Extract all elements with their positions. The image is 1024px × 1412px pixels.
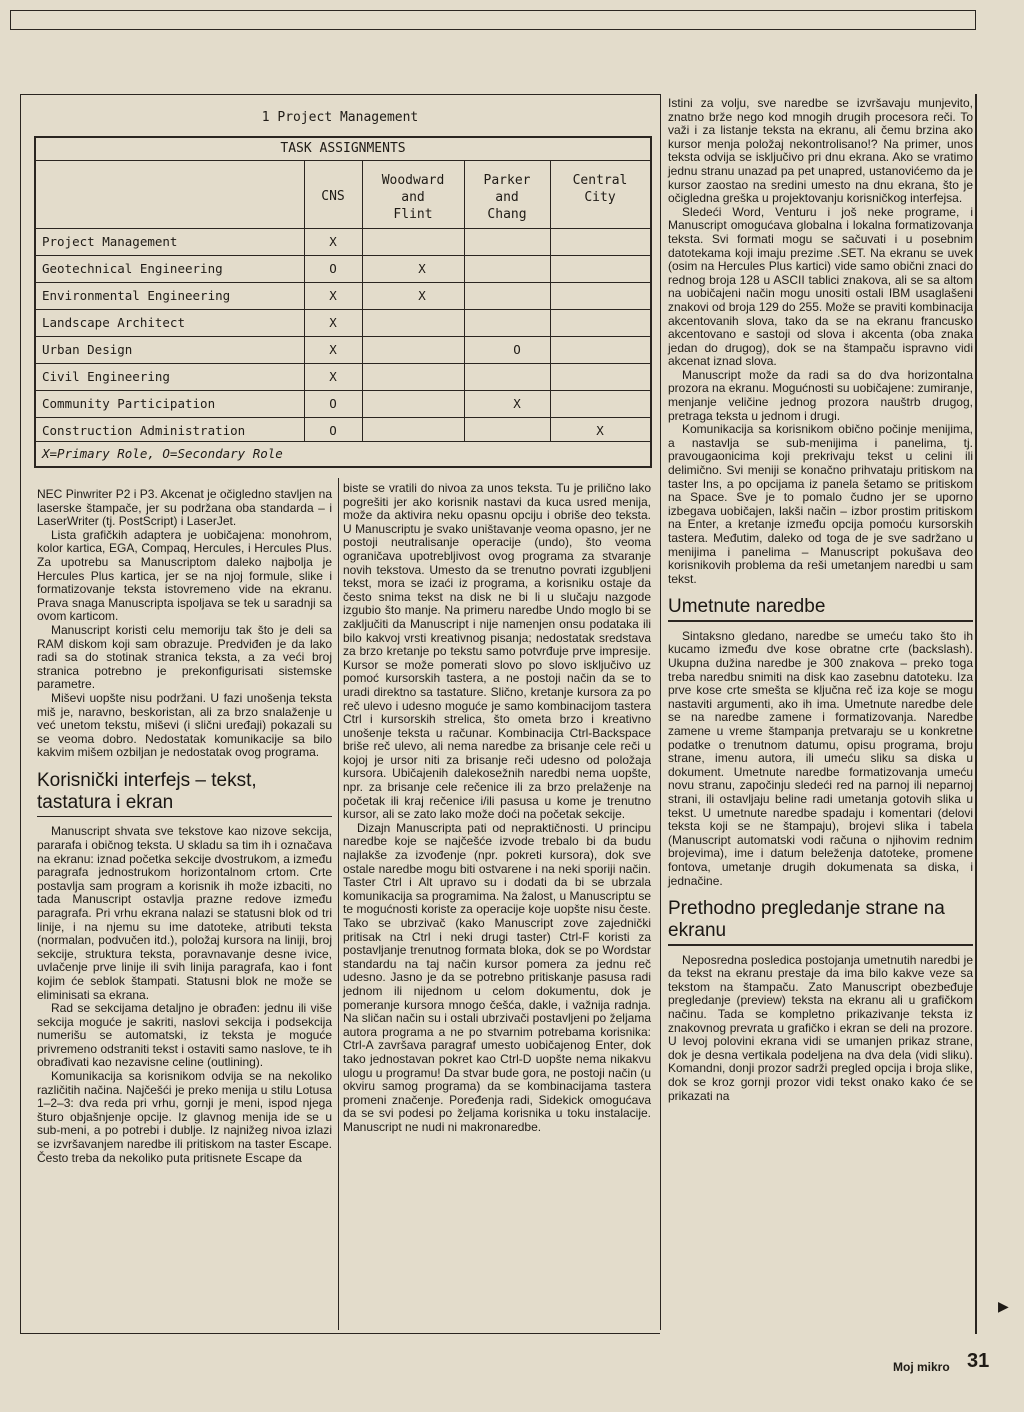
task-assignment-table xyxy=(34,136,652,468)
assignment-mark: X xyxy=(329,234,337,249)
assignment-mark: X xyxy=(329,315,337,330)
row-label: Community Participation xyxy=(42,396,216,411)
table-row xyxy=(36,309,650,337)
assignment-mark: X xyxy=(418,288,426,303)
assignment-mark: X xyxy=(513,396,521,411)
paragraph: Komunikacija sa korisnikom obično počinje menijima, a nastavlja se sub-menijima i panelima, tj. pravougaonicima koji prekrivaju tekst u celini ili delimično. Svi meniji se konačno prihvataju pritiskom na taster Ins, a po opcijama iz panela šetamo se pritiskom na Space. Sve je to pomalo čudno jer se uporno izbegava uobičajen, lakši način – izbor prostim pritiskom na Enter, a kretanje između opcija pomoću kursorskih tastera. Međutim, daleko od toga de je sve sadržano u menijima i panelima – Manuscript pokušava deo korisnikovih problema da reši umetanjem naredbi u sam tekst. xyxy=(668,422,973,586)
column-divider xyxy=(660,94,661,1330)
assignment-mark: X xyxy=(329,288,337,303)
table-heading: TASK ASSIGNMENTS xyxy=(36,138,650,161)
row-label: Landscape Architect xyxy=(42,315,185,330)
paragraph: Manuscript može da radi sa do dva horizontalna prozora na ekranu. Mogućnosti su uobičajene: zumiranje, menjanje veličine jednog prozora nauštrb drugog, pretraga teksta u jednom i drugi. xyxy=(668,367,973,423)
paragraph: Manuscript koristi celu memoriju tak što je deli sa RAM diskom koji sam obrazuje. Predviđen je da lako radi sa do stotinak stranica teksta, a za veći broj stranica potrebno je prekonfigurisati sistemske parametre. xyxy=(37,622,332,692)
table-row xyxy=(36,390,650,418)
assignment-mark: O xyxy=(513,342,521,357)
section-heading: Prethodno pregledanje strane na ekranu xyxy=(668,898,945,942)
row-label: Urban Design xyxy=(42,342,133,357)
page-number: 31 xyxy=(967,1350,990,1372)
page-frame-right-rule xyxy=(975,94,977,1334)
paragraph: Sledeći Word, Venturu i još neke programe, i Manuscript omogućava globalna i lokalna formatizovanja teksta. Svi formati mogu se sačuvati i u posebnim datotekama koji imaju prezime .SET. Na ekranu se uvek (osim na Hercules Plus kartici) vide samo obični znaci do rednog broja 128 u ASCII tablici znakova, ali se sa altom na uobičajeni način mogu unositi ostali IBM usaglašeni znakovi od broja 129 do 255. Može se praviti kombinacija akcentovanih slova, tako da se na ekranu francusko akcentovano e sastoji od slova i akcenta (oba znaka jedan do drugog), dok se na štampaču ispravno vidi akcenat iznad slova. xyxy=(668,204,973,369)
section-heading: Korisnički interfejs – tekst, tastatura i ekran xyxy=(37,769,257,813)
row-label: Project Management xyxy=(42,234,178,249)
column-divider xyxy=(338,478,339,1330)
article-column-right xyxy=(668,97,973,1103)
table-legend: X=Primary Role, O=Secondary Role xyxy=(36,441,650,466)
paragraph: Istini za volju, sve naredbe se izvršavaju munjevito, znatno brže nego kod mnogih drugih procesora reči. To važi i za listanje teksta na ekranu, ali čemu brzina ako kursor menja položaj nekontrolisano!? Na primer, unos teksta odvija se isključivo pri dnu ekrana. Ako se vratimo jednu stranu unazad pa pet unapred, ustanovićemo da je kursor zaostao na sredini umesto na dnu ekrana, što je očigledna greška u projektovanju korisničkog interfejsa. xyxy=(668,96,973,206)
magazine-name: Moj mikro xyxy=(893,1360,950,1374)
paragraph: Neposredna posledica postojanja umetnutih naredbi je da tekst na ekranu prestaje da ima bilo kakve veze sa tekstom na štampaču. Zato Manuscript obezbeđuje pregledanje (preview) teksta na ekranu ali u grafičkom načinu. Tada se kompletno prikazivanje teksta iz znakovnog prevrata u grafičko i ekran se deli na prozore. U levoj polovini ekrana vidi se umanjen prikaz strane, dok je desna vertikala podeljena na dva dela (vidi sliku). Komandni, donji prozor sadrži pregled opcija i broja slike, dok se kroz gornji prozor vidi tekst onako kako će se prikazati na xyxy=(668,952,973,1103)
column-header-cns: CNS xyxy=(321,189,345,204)
row-label: Environmental Engineering xyxy=(42,288,231,303)
column-header-central-city: Central City xyxy=(572,173,628,205)
section-rule xyxy=(37,816,332,818)
paragraph: Manuscript shvata sve tekstove kao nizove sekcija, pararafa i običnog teksta. U skladu sa tim ih i označava na ekranu: iznad početka sekcije dvostrukom, a između paragrafa jednostrukom horizontalnom crtom. Crte postavlja sam program a korisnik ih može izbaciti, no tada Manuscript ostavlja prazne redove između paragrafa. Pri vrhu ekrana nalazi se statusni blok od tri linije, i na njemu su ime datoteke, atributi teksta (normalan, podvučen itd.), položaj kursora na liniji, broj sekcije, struktura teksta, poravnavanje desne ivice, uvlačenje prve linije ili svih linija paragrafa, kao i font kojim će seblok štampati. Statusni blok ne može se eliminisati sa ekrana. xyxy=(37,824,332,1002)
continue-arrow-icon: ▶ xyxy=(998,1298,1009,1314)
paragraph: Miševi uopšte nisu podržani. U fazi unošenja teksta miš je, naravno, beskoristan, ali za brzo snalaženje u već unetom tekstu, miševi (i slični uređaji) pokazali su se veoma dobro. Nedostatak komunikacije sa bilo kakvim mišem ozbiljan je nedostatak ovog programa. xyxy=(37,690,332,760)
paragraph: biste se vratili do nivoa za unos teksta. Tu je prilično lako pogrešiti jer ako korisnik nastavi da kuca usred menija, može da aktivira neku opasnu opciju i obriše deo teksta. U Manuscriptu je svako uništavanje veoma opasno, jer ne postoji neutralisanje operacije (undo), što veoma ograničava upotrebljivost ovog programa za stvaranje novih tekstova. Umesto da se trenutno povrati izgubljeni tekst, mora se izaći iz programa, a korisniku ostaje da često snima tekst na disk ne bi li u slučaju nazgode izgubio što manje. Na primeru naredbe Undo moglo bi se zaključiti da Manuscript i nije namenjen onsu podataka ili bilo kakvoj vrsti kreativnog pisanja; nedostatak sredstava za brzo kretanje po tekstu samo potvrđuje prve impresije. Kursor se može pomerati slovo po slovo isključivo uz pomoć kursorskih tastera, a ne postoji način da se to uradi direktno sa tastature. Slično, kretanje kursora za po reč ulevo i udesno moguće je samo kombinacijom tastera Ctrl i kursorskih strelica, što ometa brzo i kreativno unošenje teksta u računar. Kombinacija Ctrl-Backspace briše reč ulevo, ali nema naredbe za brisanje cele reči u kojoj je ursor niti za brisanje reči udesno od položaja kursora. Ubičajenih dalekosežnih naredbi nema uopšte, npr. za brisanje cele rečenice ili za brzo prelaženje na početak ili kraj rečenice i/ili pasusa u kome je trenutno kursor, ali se zato lako može doći na početak sekcije. xyxy=(343,481,651,822)
assignment-mark: X xyxy=(329,342,337,357)
paragraph: NEC Pinwriter P2 i P3. Akcenat je očigledno stavljen na laserske štampače, jer su podržana oba standarda – i LaserWriter (tj. PostScript) i LaserJet. xyxy=(37,487,332,529)
table-row xyxy=(36,282,650,310)
assignment-mark: X xyxy=(418,261,426,276)
table-row xyxy=(36,228,650,256)
assignment-mark: X xyxy=(329,369,337,384)
paragraph: Rad se sekcijama detaljno je obrađen: jednu ili više sekcija moguće je sakriti, naslovi sekcija i podsekcija numerišu se automatski, iz teksta je moguće privremeno odstraniti tekst i ostaviti samo naslove, te ih obrađivati kao nezavisne celine (outlining). xyxy=(37,1001,332,1070)
assignment-mark: O xyxy=(329,396,337,411)
paragraph: Dizajn Manuscripta pati od nepraktičnosti. U principu naredbe koje se najčešće izvode trebalo bi da budu najlakše za izvođenje (npr. pokreti kursora), dok sve ostale naredbe mogu biti ostvarene i na neki sporiji način. Taster Ctrl i Alt upravo su i dodati da bi se ubrzala komunikacija sa programima. Na žalost, u Manuscriptu se te mogućnosti koriste za operacije koje uopšte nisu česte. Tako se ubrzivač (kako Manuscript zove zajednički pritisak na Ctrl i neki drugi taster) Ctrl-F koristi za postavljanje trenutnog formata bloka, dok se po Wordstar standardu na taj način kursor pomera za jednu reč udesno. Jasno je da se potrebno pritiskanje pasusa radi jednom ili nijednom u celom dokumentu, dok je pomeranje kursora mnogo češća, dakle, i važnija radnja. Na sličan način su i ostali ubrzivači postavljeni po željama autora programa a ne po stvarnim potrebama korisnika: Ctrl-A završava paragraf umesto uobičajenog Enter, dok tako jednostavan pokret kao Ctrl-D uopšte nema nikakvu ulogu u programu! Da stvar bude gora, ne postoji način (u okviru samog programa) da se kombinacijama tastera promeni značenje. Poređenja radi, Sidekick omogućava da se svi podesi po željama korisnika u toku instalacije. Manuscript ne nudi ni makronaredbe. xyxy=(343,820,651,1134)
assignment-mark: X xyxy=(596,423,604,438)
section-rule xyxy=(668,620,973,622)
paragraph: Komunikacija sa korisnikom odvija se na nekoliko različitih načina. Najčešći je preko menija u stilu Lotusa 1–2–3: dva reda pri vrhu, gornji je meni, ispod njega šturo objašnjenje opcije. Iz glavnog menija ide se u sub-meni, a po potrebi i dublje. Iz najnižeg nivoa izlazi se izvršavanjem naredbe ili pritiskom na taster Escape. Često treba da nekoliko puta pritisnete Escape da xyxy=(37,1069,332,1165)
table-row xyxy=(36,336,650,364)
assignment-mark: O xyxy=(329,261,337,276)
section-rule xyxy=(668,944,973,946)
row-label: Geotechnical Engineering xyxy=(42,261,223,276)
top-rule-box xyxy=(10,10,976,30)
assignment-mark: O xyxy=(329,423,337,438)
section-heading: Umetnute naredbe xyxy=(668,596,826,618)
article-column-middle xyxy=(343,482,651,1135)
column-header-parker-chang: Parker and Chang xyxy=(483,173,531,222)
paragraph: Lista grafičkih adaptera je uobičajena: monohrom, kolor kartica, EGA, Compaq, Hercules, i Hercules Plus. Za upotrebu sa Manuscriptom daleko najbolja je Hercules Plus kartica, jer se na njoj formule, slike i formatizovanje teksta istovremeno vide na ekranu. Prava snaga Manuscripta ispoljava se tek u saradnji sa ovom karticom. xyxy=(37,527,332,624)
row-label: Construction Administration xyxy=(42,423,246,438)
column-header-woodward-flint: Woodward and Flint xyxy=(381,173,445,222)
row-label: Civil Engineering xyxy=(42,369,170,384)
figure-title: 1 Project Management xyxy=(261,110,419,125)
paragraph: Sintaksno gledano, naredbe se umeću tako što ih kucamo između dve kose obratne crte (backslash). Ukupna dužina naredbe je 300 znakova – preko toga treba naredbu snimiti na disk kao zasebnu datoteku. Iza prve kose crte smešta se ključna reč iza koje se mogu nastaviti argumenti, ako ih ima. Umetnute naredbe dele se na naredbe zamene i formatizovanja. Naredbe zamene u vreme štampanja pretvaraju se u konkretne podatke o trenutnom datumu, opisu programa, broju strane, imenu autora, ili umeću sliku sa diska u dokument. Umetnute naredbe formatizovanja umeću novu stranu, započinju sledeći red na parnoj ili neparnoj strani, ili ostavljaju beline radi umetanja gotovih slika u tekst. U umetnute naredbe spadaju i komentari (delovi teksta koji se ne štampaju), brojevi slika i tabela (Manuscript automatski vodi računa o njihovim rednim brojevima), ime i datum beleženja datoteke, promene fontova, umetanje drugih dokumenata sa diska, i jednačine. xyxy=(668,628,973,888)
table-row xyxy=(36,255,650,283)
article-column-left xyxy=(37,488,332,1165)
table-row xyxy=(36,363,650,391)
